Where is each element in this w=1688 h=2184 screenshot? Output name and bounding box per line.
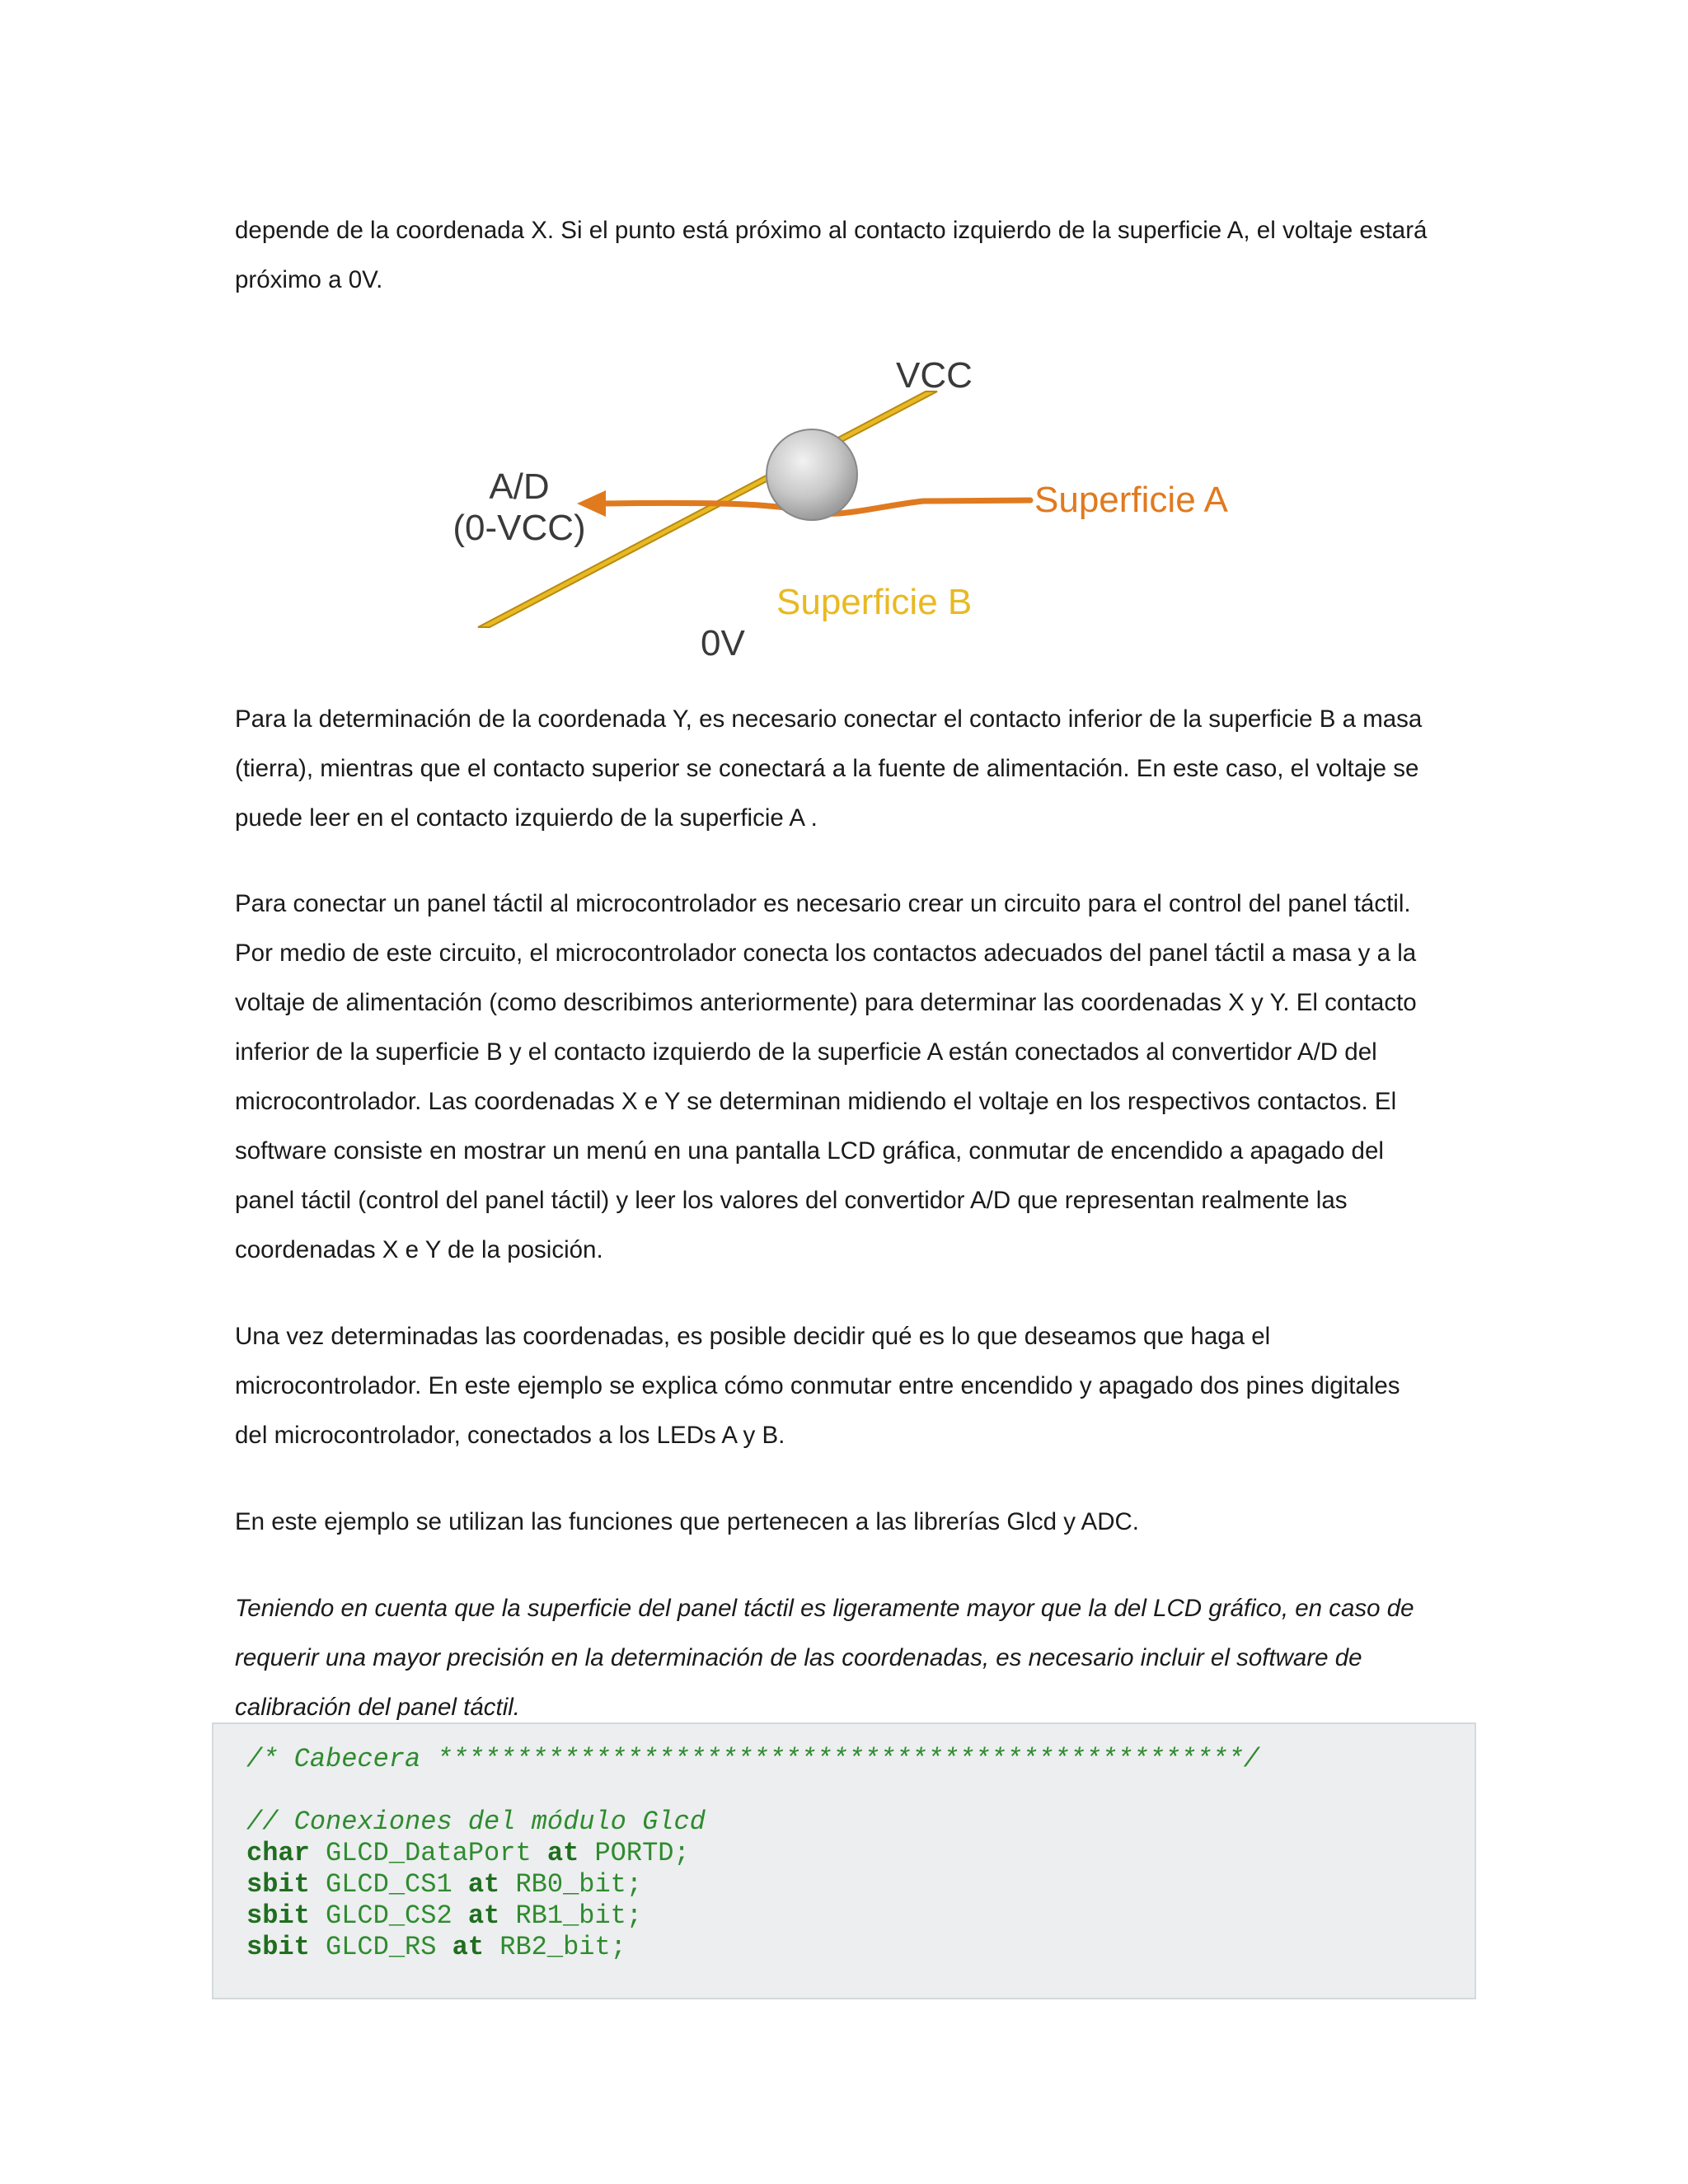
code-header-comment: /* Cabecera ***************************************************/ — [246, 1744, 1259, 1774]
touch-panel-diagram — [429, 342, 1286, 684]
code-keyword: at — [467, 1900, 500, 1931]
code-line — [246, 1869, 642, 1900]
code-identifier: GLCD_RS — [309, 1932, 452, 1962]
surface-a-label: Superficie A — [1034, 480, 1228, 520]
paragraph-coordinates-usage: Una vez determinadas las coordenadas, es posible decidir qué es lo que deseamos que haga el microcontrolador. En este ejemplo se explica cómo conmutar entre encendido y apagado dos pines digitales del microcontrolador, conectados a los LEDs A y B. — [235, 1323, 1400, 1449]
code-line — [246, 1932, 626, 1963]
paragraph-x-coordinate: depende de la coordenada X. Si el punto está próximo al contacto izquierdo de la superficie A, el voltaje estará próximo a 0V. — [235, 217, 1428, 293]
paragraph-calibration-note: Teniendo en cuenta que la superficie del panel táctil es ligeramente mayor que la del LCD gráfico, en caso de requerir una mayor precisión en la determinación de las coordenadas, es necesario incluir el software de calibración del panel táctil. — [235, 1595, 1414, 1721]
code-value: RB2_bit; — [484, 1932, 626, 1962]
zero-v-label: 0V — [701, 623, 745, 663]
code-keyword: at — [546, 1838, 579, 1868]
vcc-label: VCC — [896, 355, 973, 396]
code-value: RB0_bit; — [499, 1869, 643, 1900]
contact-ball — [767, 429, 857, 520]
code-keyword: char — [246, 1838, 310, 1868]
code-keyword: sbit — [246, 1869, 310, 1900]
code-value: RB1_bit; — [499, 1900, 643, 1931]
code-section-comment: // Conexiones del módulo Glcd — [246, 1807, 706, 1837]
code-identifier: GLCD_CS2 — [309, 1900, 468, 1931]
ad-range-label: (0-VCC) — [452, 508, 586, 548]
code-value: PORTD; — [579, 1838, 690, 1868]
paragraph-circuit: Para conectar un panel táctil al microcontrolador es necesario crear un circuito para el control del panel táctil. Por medio de este circuito, el microcontrolador conecta los contactos adecuados del panel táctil a masa y a la voltaje de alimentación (como describimos anteriormente) para determinar las coordenadas X y Y. El contacto inferior de la superficie B y el contacto izquierdo de la superficie A están conectados al convertidor A/D del microcontrolador. Las coordenadas X e Y se determinan midiendo el voltaje en los respectivos contactos. El software consiste en mostrar un menú en una pantalla LCD gráfica, conmutar de encendido a apagado del panel táctil (control del panel táctil) y leer los valores del convertidor A/D que representan realmente las coordenadas X e Y de la posición. — [235, 890, 1417, 1263]
code-keyword: at — [467, 1869, 500, 1900]
code-keyword: sbit — [246, 1900, 310, 1931]
paragraph-libraries: En este ejemplo se utilizan las funciones que pertenecen a las librerías Glcd y ADC. — [235, 1508, 1140, 1535]
code-block — [212, 1722, 1476, 1999]
code-identifier: GLCD_DataPort — [309, 1838, 547, 1868]
paragraph-y-coordinate: Para la determinación de la coordenada Y, es necesario conectar el contacto inferior de la superficie B a masa (tierra), mientras que el contacto superior se conectará a la fuente de alimentación. En este caso, el voltaje se puede leer en el contacto izquierdo de la superficie A . — [235, 705, 1423, 832]
surface-b-label: Superficie B — [776, 582, 973, 622]
ad-label: A/D — [489, 466, 550, 507]
code-line — [246, 1838, 690, 1869]
code-keyword: sbit — [246, 1932, 310, 1962]
code-identifier: GLCD_CS1 — [309, 1869, 468, 1900]
code-line — [246, 1900, 642, 1932]
code-keyword: at — [452, 1932, 485, 1962]
